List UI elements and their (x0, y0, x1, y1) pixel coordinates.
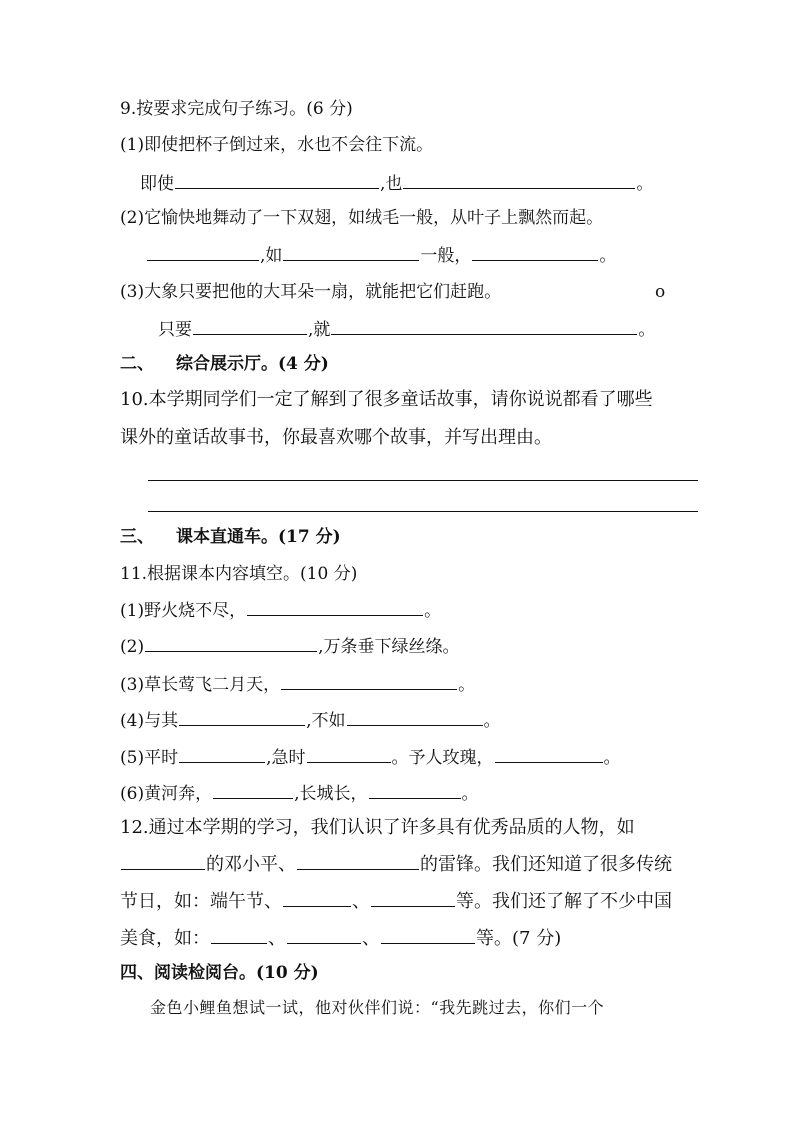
blank[interactable] (193, 317, 307, 335)
q12-line-4 (120, 926, 561, 950)
blank[interactable] (369, 781, 461, 799)
blank[interactable] (495, 745, 603, 763)
blank[interactable] (283, 243, 419, 261)
q11-item-2-text: ,万条垂下绿丝绦。 (318, 637, 460, 657)
q12-line-2 (120, 852, 672, 876)
blank[interactable] (371, 889, 455, 907)
q12-line-4-text: 美食，如： (120, 928, 210, 949)
q12-line-1: 12.通过本学期的学习，我们认识了许多具有优秀品质的人物，如 (120, 817, 635, 838)
blank[interactable] (121, 852, 205, 870)
q11-item-4-prefix: (4)与其 (120, 711, 179, 731)
q9-rewrite-1-mid: ,也 (380, 174, 403, 194)
q9-rewrite-2-mid2: 一般， (420, 246, 472, 266)
blank[interactable] (179, 708, 305, 726)
q11-title: 11.根据课本内容填空。(10 分) (120, 564, 358, 584)
q11-item-4-mid: ,不如 (306, 711, 346, 731)
q12-line-3 (120, 889, 672, 913)
q10-answer-line-1[interactable] (148, 480, 698, 481)
blank[interactable] (297, 852, 419, 870)
q11-item-2 (120, 634, 460, 658)
section-2-heading (120, 353, 329, 375)
blank[interactable] (403, 171, 635, 189)
q11-item-1 (120, 598, 441, 622)
blank[interactable] (347, 708, 483, 726)
q9-rewrite-1 (140, 171, 653, 195)
q9-stray-mark: o (655, 282, 666, 302)
q12-line-2-text: 的邓小平、 (206, 854, 296, 875)
blank[interactable] (179, 745, 265, 763)
q12-line-4-sep: 、 (268, 928, 286, 949)
q10-line-2: 课外的童话故事书，你最喜欢哪个故事，并写出理由。 (120, 427, 552, 448)
q11-item-5-prefix: (5)平时 (120, 748, 179, 768)
q10-line-1: 10.本学期同学们一定了解到了很多童话故事，请你说说都看了哪些 (120, 389, 653, 410)
blank[interactable] (175, 171, 379, 189)
blank[interactable] (247, 598, 423, 616)
q10-answer-line-2[interactable] (148, 511, 698, 512)
blank[interactable] (331, 317, 637, 335)
q9-rewrite-3-prefix: 只要 (158, 320, 192, 340)
q9-rewrite-2-end: 。 (599, 246, 617, 266)
blank[interactable] (283, 889, 351, 907)
q9-rewrite-2-mid: ,如 (260, 246, 283, 266)
q11-item-6 (120, 781, 479, 805)
blank[interactable] (213, 781, 293, 799)
q11-item-6-prefix: (6)黄河奔， (120, 784, 213, 804)
q11-item-1-end: 。 (424, 601, 442, 621)
reading-passage-line-1: 金色小鲤鱼想试一试，他对伙伴们说：“我先跳过去，你们一个 (150, 998, 605, 1017)
blank[interactable] (381, 926, 475, 944)
q12-line-2-text2: 的雷锋。我们还知道了很多传统 (420, 854, 672, 875)
section-2-number: 二、 (120, 354, 154, 374)
q9-rewrite-2 (146, 243, 616, 267)
q9-sentence-3: (3)大象只要把他的大耳朵一扇，就能把它们赶跑。 (120, 282, 502, 302)
q9-title: 9.按要求完成句子练习。(6 分) (120, 99, 353, 119)
section-3-heading (120, 526, 341, 548)
q11-item-1-text: (1)野火烧不尽， (120, 601, 247, 621)
section-4-heading: 四、阅读检阅台。(10 分) (120, 963, 319, 983)
q11-item-5-end: 。 (603, 748, 621, 768)
blank[interactable] (307, 745, 391, 763)
q11-item-4 (120, 708, 501, 732)
blank[interactable] (211, 926, 267, 944)
q11-item-6-end: 。 (461, 784, 479, 804)
q11-item-5-mid2: 。予人玫瑰， (391, 748, 494, 768)
blank[interactable] (287, 926, 361, 944)
q11-item-3 (120, 672, 475, 696)
q9-rewrite-3 (158, 317, 655, 341)
section-2-title: 综合展示厅。(4 分) (176, 354, 329, 374)
q9-rewrite-3-mid: ,就 (308, 320, 331, 340)
q12-line-4-sep2: 、 (362, 928, 380, 949)
section-3-number: 三、 (120, 527, 154, 547)
q9-rewrite-3-end: 。 (638, 320, 656, 340)
q12-line-3-text2: 等。我们还了解了不少中国 (456, 891, 672, 912)
q9-sentence-2: (2)它愉快地舞动了一下双翅，如绒毛一般，从叶子上飘然而起。 (120, 208, 604, 228)
q12-line-4-end: 等。(7 分) (476, 928, 562, 949)
blank[interactable] (281, 672, 457, 690)
blank[interactable] (472, 243, 598, 261)
q11-item-2-num: (2) (120, 637, 145, 657)
blank[interactable] (145, 634, 317, 652)
blank[interactable] (147, 243, 259, 261)
q11-item-3-text: (3)草长莺飞二月天， (120, 675, 281, 695)
q12-line-3-text: 节日，如：端午节、 (120, 891, 282, 912)
q9-rewrite-1-end: 。 (636, 174, 654, 194)
q11-item-3-end: 。 (458, 675, 476, 695)
q9-rewrite-1-prefix: 即使 (140, 174, 174, 194)
q12-line-3-sep: 、 (352, 891, 370, 912)
q11-item-5 (120, 745, 621, 769)
q11-item-5-mid: ,急时 (266, 748, 306, 768)
section-3-title: 课本直通车。(17 分) (176, 527, 341, 547)
q11-item-4-end: 。 (483, 711, 501, 731)
q11-item-6-mid: ,长城长， (294, 784, 368, 804)
q9-sentence-1: (1)即使把杯子倒过来，水也不会往下流。 (120, 135, 434, 155)
